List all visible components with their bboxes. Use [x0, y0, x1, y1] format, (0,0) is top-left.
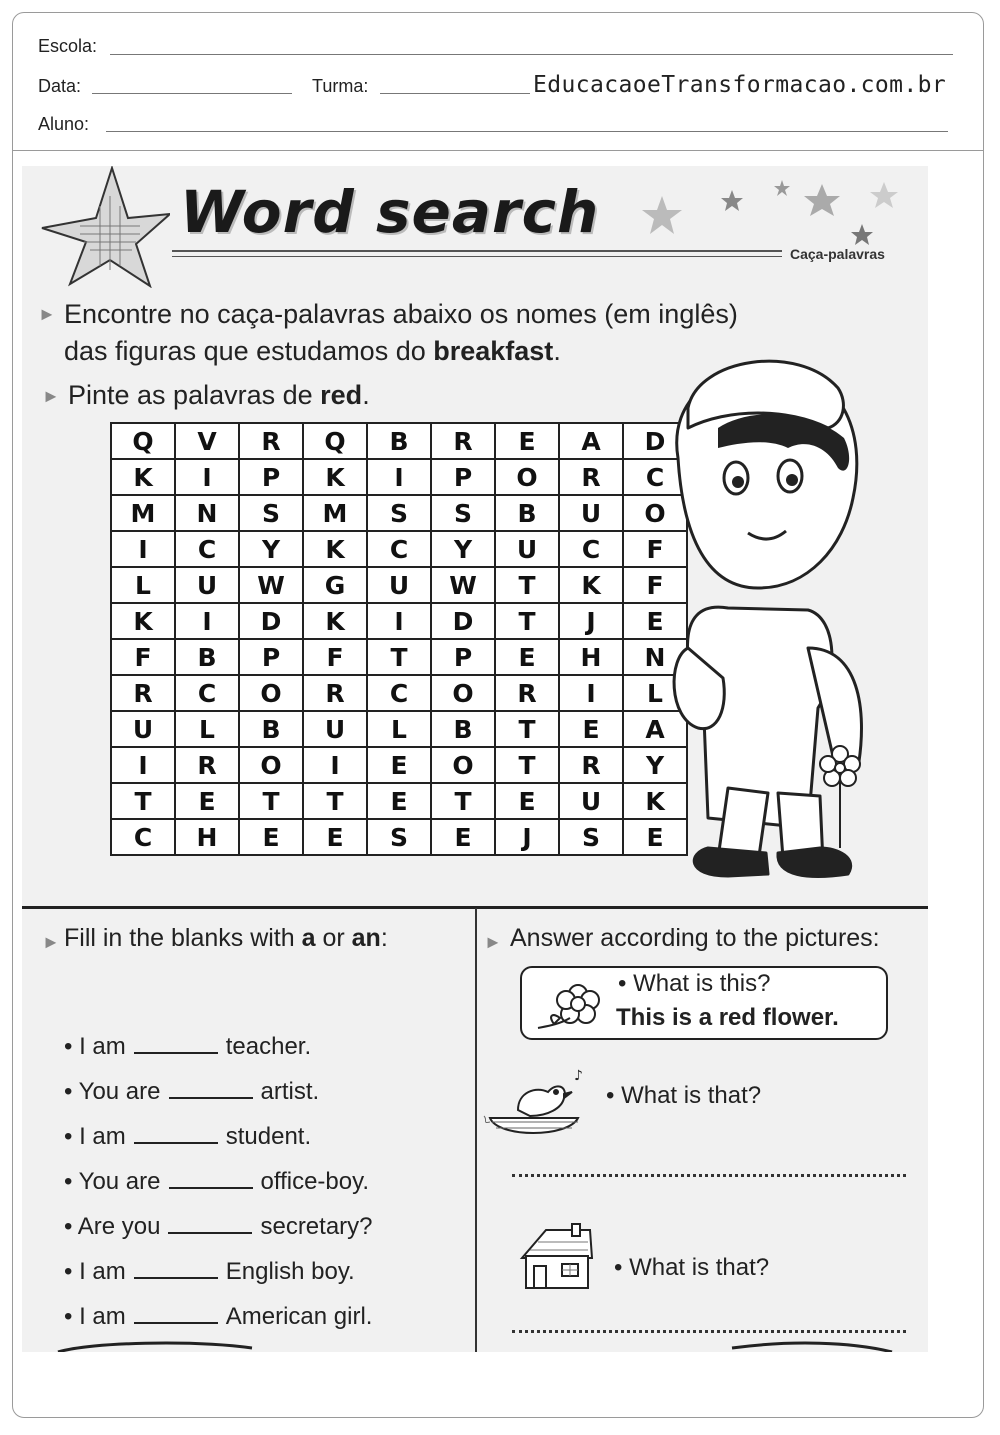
grid-cell[interactable]: C	[559, 531, 623, 567]
grid-cell[interactable]: S	[367, 495, 431, 531]
answer-line-3[interactable]	[512, 1330, 906, 1333]
title-underline-thin	[172, 256, 782, 257]
grid-cell[interactable]: U	[559, 783, 623, 819]
star-icon	[40, 166, 170, 288]
bottom-arcs	[52, 1338, 898, 1352]
grid-row	[111, 567, 687, 603]
grid-cell[interactable]: H	[559, 639, 623, 675]
fill-title-text: Fill in the blanks with	[64, 924, 302, 952]
grid-cell[interactable]: A	[623, 711, 687, 747]
grid-cell[interactable]: F	[303, 639, 367, 675]
fill-item-prefix: • You are	[64, 1078, 161, 1105]
fill-item-prefix: • You are	[64, 1168, 161, 1195]
grid-cell[interactable]: P	[239, 639, 303, 675]
site-watermark: EducacaoeTransformacao.com.br	[533, 72, 947, 98]
grid-cell[interactable]: R	[559, 747, 623, 783]
grid-cell[interactable]: G	[303, 567, 367, 603]
word-search-grid	[110, 422, 688, 856]
grid-cell[interactable]: B	[495, 495, 559, 531]
grid-row	[111, 531, 687, 567]
grid-cell[interactable]: T	[303, 783, 367, 819]
data-field[interactable]	[92, 93, 292, 94]
fill-item	[64, 1212, 373, 1241]
grid-row	[111, 819, 687, 855]
grid-cell[interactable]: W	[239, 567, 303, 603]
grid-cell[interactable]: T	[431, 783, 495, 819]
grid-row	[111, 675, 687, 711]
grid-cell[interactable]: C	[175, 675, 239, 711]
turma-field[interactable]	[380, 93, 530, 94]
grid-cell[interactable]: L	[367, 711, 431, 747]
instruction-bold-red: red	[320, 380, 363, 410]
fill-item	[64, 1257, 355, 1286]
grid-cell[interactable]: K	[111, 459, 175, 495]
grid-cell[interactable]: E	[239, 819, 303, 855]
grid-cell[interactable]: D	[431, 603, 495, 639]
question-3: • What is that?	[614, 1254, 770, 1281]
grid-cell[interactable]: Q	[303, 423, 367, 459]
blank-field[interactable]	[134, 1257, 218, 1279]
grid-cell[interactable]: M	[303, 495, 367, 531]
grid-cell[interactable]: K	[303, 603, 367, 639]
grid-cell[interactable]: N	[623, 639, 687, 675]
arrow-icon: ►	[484, 932, 502, 952]
instruction-period: .	[362, 380, 370, 410]
grid-cell[interactable]: B	[239, 711, 303, 747]
grid-cell[interactable]: S	[431, 495, 495, 531]
grid-cell[interactable]: E	[431, 819, 495, 855]
escola-label: Escola:	[38, 36, 98, 56]
aluno-label: Aluno:	[38, 114, 90, 134]
grid-row	[111, 783, 687, 819]
grid-cell[interactable]: R	[239, 423, 303, 459]
grid-cell[interactable]: R	[303, 675, 367, 711]
example-answer: This is a red flower.	[616, 1004, 839, 1031]
flower-icon	[530, 972, 610, 1032]
grid-cell[interactable]: E	[623, 819, 687, 855]
fill-item-suffix: student.	[225, 1123, 312, 1150]
grid-cell[interactable]: L	[175, 711, 239, 747]
answer-line-2[interactable]	[512, 1174, 906, 1177]
fill-item	[64, 1122, 311, 1151]
instruction-line-3-text: Pinte as palavras de	[68, 380, 321, 410]
fill-item-prefix: • Are you	[64, 1213, 161, 1240]
grid-cell[interactable]: I	[559, 675, 623, 711]
grid-cell[interactable]: C	[623, 459, 687, 495]
grid-cell[interactable]: S	[367, 819, 431, 855]
fill-item	[64, 1032, 311, 1061]
blank-field[interactable]	[169, 1077, 253, 1099]
boy-illustration-icon	[608, 348, 928, 908]
grid-row	[111, 711, 687, 747]
grid-cell[interactable]: E	[623, 603, 687, 639]
grid-cell[interactable]: I	[111, 531, 175, 567]
grid-cell[interactable]: N	[175, 495, 239, 531]
fill-item-suffix: secretary?	[260, 1213, 373, 1240]
fill-item	[64, 1077, 319, 1106]
grid-cell[interactable]: E	[559, 711, 623, 747]
worksheet-subtitle: Caça-palavras	[790, 246, 885, 262]
instruction-line-3	[68, 377, 370, 414]
grid-cell[interactable]: R	[559, 459, 623, 495]
fill-item-suffix: American girl.	[225, 1303, 373, 1330]
fill-item-prefix: • I am	[64, 1033, 126, 1060]
fill-item-prefix: • I am	[64, 1303, 126, 1330]
grid-cell[interactable]: V	[175, 423, 239, 459]
grid-cell[interactable]: E	[495, 639, 559, 675]
grid-cell[interactable]: H	[175, 819, 239, 855]
arrow-icon: ►	[42, 386, 60, 406]
fill-item-prefix: • I am	[64, 1123, 126, 1150]
instruction-line-1: Encontre no caça-palavras abaixo os nomes (em inglês)	[64, 299, 738, 329]
grid-cell[interactable]: O	[495, 459, 559, 495]
svg-text:♪: ♪	[574, 1068, 583, 1084]
instruction-period: .	[553, 336, 561, 366]
grid-cell[interactable]: P	[431, 639, 495, 675]
fill-item-suffix: artist.	[260, 1078, 320, 1105]
grid-cell[interactable]: E	[175, 783, 239, 819]
grid-cell[interactable]: O	[431, 675, 495, 711]
grid-cell[interactable]: T	[495, 603, 559, 639]
grid-cell[interactable]: I	[367, 603, 431, 639]
grid-cell[interactable]: I	[175, 603, 239, 639]
grid-cell[interactable]: P	[239, 459, 303, 495]
arrow-icon: ►	[42, 932, 60, 952]
grid-cell[interactable]: K	[303, 459, 367, 495]
blank-field[interactable]	[169, 1167, 253, 1189]
fill-title-colon: :	[380, 924, 388, 952]
grid-cell[interactable]: D	[239, 603, 303, 639]
grid-cell[interactable]: U	[111, 711, 175, 747]
grid-cell[interactable]: R	[175, 747, 239, 783]
worksheet	[22, 166, 928, 1352]
grid-cell[interactable]: I	[303, 747, 367, 783]
grid-cell[interactable]: B	[175, 639, 239, 675]
grid-cell[interactable]: Q	[111, 423, 175, 459]
grid-cell[interactable]: C	[367, 675, 431, 711]
blank-field[interactable]	[134, 1302, 218, 1324]
fill-item-suffix: English boy.	[225, 1258, 355, 1285]
turma-label: Turma:	[312, 76, 369, 96]
grid-cell[interactable]: F	[111, 639, 175, 675]
fill-item-prefix: • I am	[64, 1258, 126, 1285]
grid-cell[interactable]: T	[367, 639, 431, 675]
fill-item-suffix: office-boy.	[260, 1168, 370, 1195]
grid-cell[interactable]: E	[495, 423, 559, 459]
grid-cell[interactable]: W	[431, 567, 495, 603]
grid-cell[interactable]: T	[111, 783, 175, 819]
grid-cell[interactable]: P	[431, 459, 495, 495]
grid-cell[interactable]: U	[367, 567, 431, 603]
grid-cell[interactable]: L	[623, 675, 687, 711]
grid-cell[interactable]: R	[111, 675, 175, 711]
grid-cell[interactable]: O	[623, 495, 687, 531]
blank-field[interactable]	[134, 1122, 218, 1144]
grid-cell[interactable]: I	[367, 459, 431, 495]
fill-title-or: or	[315, 924, 352, 952]
grid-cell[interactable]: L	[111, 567, 175, 603]
grid-cell[interactable]: B	[367, 423, 431, 459]
blank-field[interactable]	[134, 1032, 218, 1054]
grid-cell[interactable]: U	[495, 531, 559, 567]
fill-item	[64, 1302, 372, 1331]
fill-section-title	[64, 924, 388, 953]
fill-title-a: a	[301, 924, 316, 952]
grid-cell[interactable]: T	[239, 783, 303, 819]
grid-cell[interactable]: Y	[623, 747, 687, 783]
house-icon	[516, 1222, 596, 1294]
grid-cell[interactable]: M	[111, 495, 175, 531]
fill-item-suffix: teacher.	[225, 1033, 312, 1060]
small-stars-icon	[632, 176, 922, 256]
grid-cell[interactable]: E	[495, 783, 559, 819]
grid-cell[interactable]: S	[239, 495, 303, 531]
grid-cell[interactable]: Y	[431, 531, 495, 567]
grid-cell[interactable]: R	[495, 675, 559, 711]
grid-cell[interactable]: E	[367, 747, 431, 783]
grid-cell[interactable]: U	[175, 567, 239, 603]
grid-row	[111, 747, 687, 783]
grid-cell[interactable]: K	[559, 567, 623, 603]
grid-cell[interactable]: R	[431, 423, 495, 459]
grid-cell[interactable]: T	[495, 567, 559, 603]
grid-cell[interactable]: K	[303, 531, 367, 567]
instruction-line-2	[64, 333, 561, 370]
grid-cell[interactable]: O	[239, 747, 303, 783]
blank-field[interactable]	[168, 1212, 252, 1234]
bird-nest-icon	[478, 1062, 588, 1142]
grid-cell[interactable]: K	[111, 603, 175, 639]
grid-cell[interactable]: O	[431, 747, 495, 783]
worksheet-title: Word search	[180, 178, 600, 246]
grid-cell[interactable]: F	[623, 531, 687, 567]
answer-section-title: Answer according to the pictures:	[510, 924, 880, 952]
grid-row	[111, 423, 687, 459]
data-label: Data:	[38, 76, 82, 96]
fill-title-an: an	[351, 924, 381, 952]
fill-item	[64, 1167, 369, 1196]
grid-cell[interactable]: T	[495, 747, 559, 783]
grid-cell[interactable]: T	[495, 711, 559, 747]
grid-row	[111, 639, 687, 675]
grid-row	[111, 459, 687, 495]
grid-cell[interactable]: O	[239, 675, 303, 711]
escola-field[interactable]	[110, 54, 953, 55]
grid-cell[interactable]: J	[495, 819, 559, 855]
question-2: • What is that?	[606, 1082, 762, 1109]
arrow-icon: ►	[38, 304, 56, 324]
grid-cell[interactable]: U	[559, 495, 623, 531]
header-divider	[13, 150, 983, 151]
grid-cell[interactable]: C	[175, 531, 239, 567]
grid-cell[interactable]: D	[623, 423, 687, 459]
grid-row	[111, 603, 687, 639]
grid-cell[interactable]: Y	[239, 531, 303, 567]
grid-cell[interactable]: E	[303, 819, 367, 855]
grid-cell[interactable]: U	[303, 711, 367, 747]
grid-cell[interactable]: S	[559, 819, 623, 855]
grid-cell[interactable]: I	[111, 747, 175, 783]
section-divider-vertical	[475, 908, 477, 1352]
grid-cell[interactable]: I	[175, 459, 239, 495]
grid-cell[interactable]: F	[623, 567, 687, 603]
instruction-line-2-text: das figuras que estudamos do	[64, 336, 434, 366]
aluno-field[interactable]	[106, 131, 948, 132]
grid-cell[interactable]: A	[559, 423, 623, 459]
grid-cell[interactable]: E	[367, 783, 431, 819]
grid-cell[interactable]: J	[559, 603, 623, 639]
grid-cell[interactable]: B	[431, 711, 495, 747]
example-question: • What is this?	[618, 970, 771, 997]
instruction-bold-breakfast: breakfast	[433, 336, 554, 366]
grid-row	[111, 495, 687, 531]
grid-cell[interactable]: K	[623, 783, 687, 819]
grid-cell[interactable]: C	[111, 819, 175, 855]
grid-cell[interactable]: C	[367, 531, 431, 567]
